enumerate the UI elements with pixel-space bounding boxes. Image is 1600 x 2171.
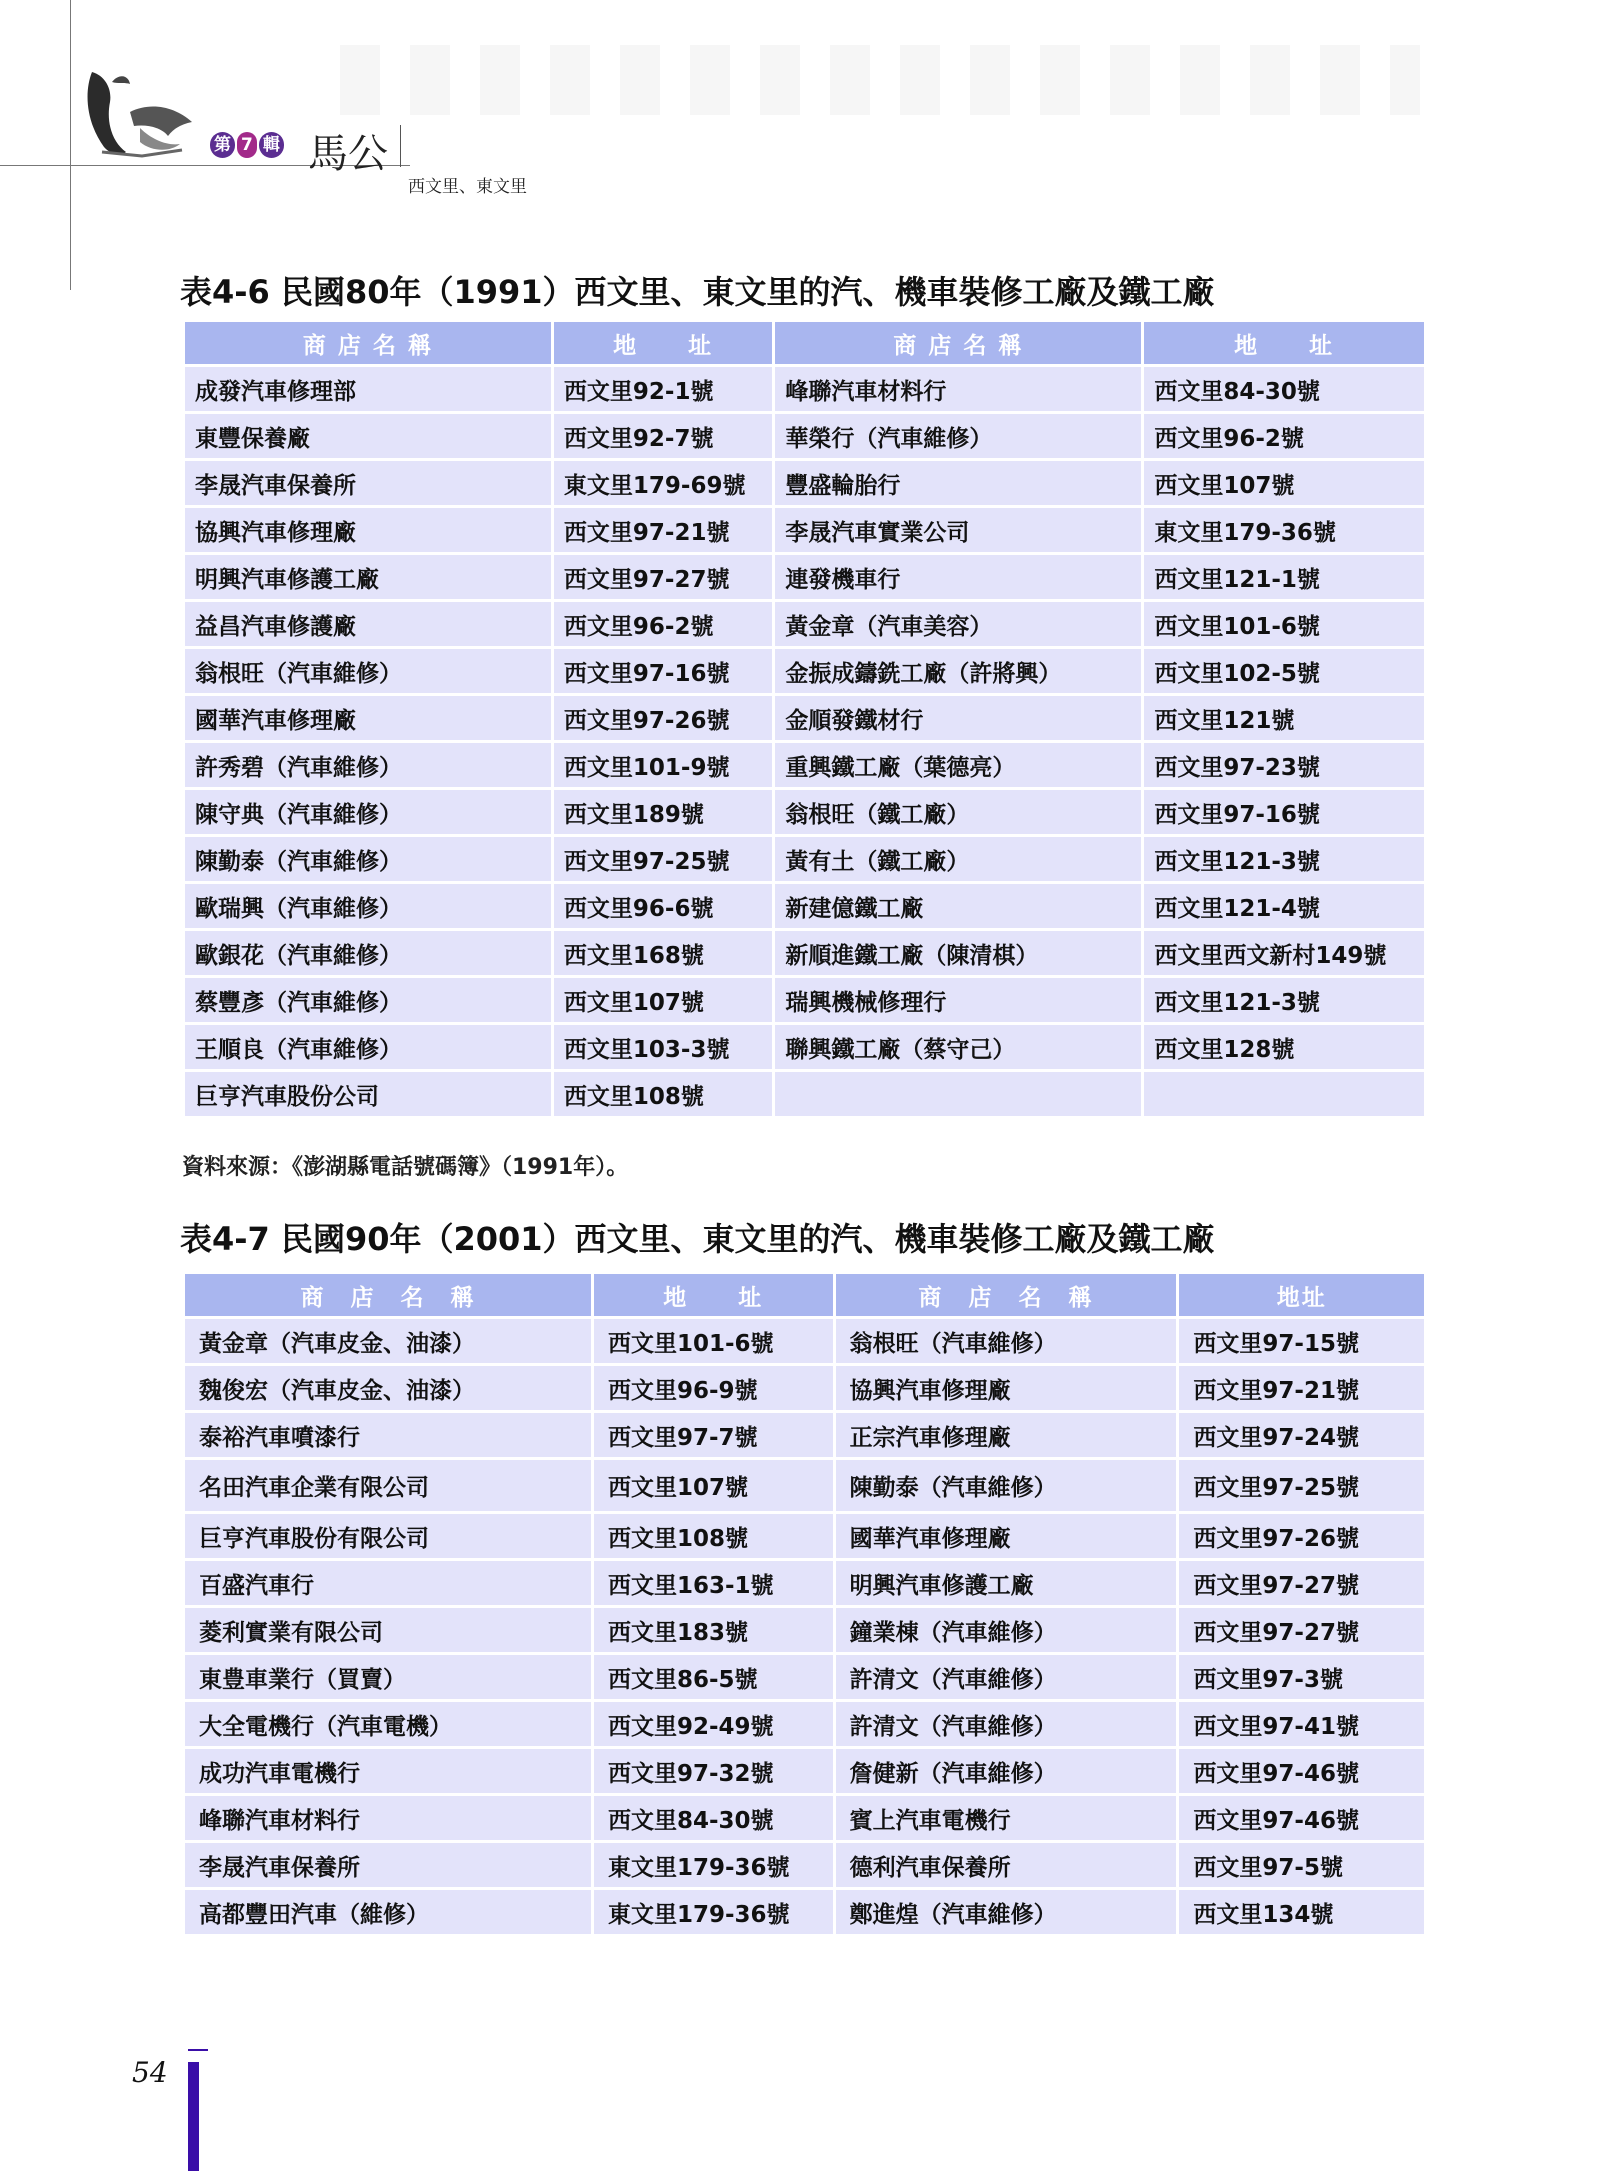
- table-row: [185, 790, 1424, 834]
- table1-source-note: 資料來源：《澎湖縣電話號碼簿》（1991年）。: [182, 1155, 629, 1180]
- dolphin-logo-icon: [82, 62, 202, 160]
- shop-name-cell: 巨亨汽車股份有限公司: [185, 1514, 591, 1558]
- table-row: [185, 931, 1424, 975]
- table-row: [185, 1890, 1424, 1934]
- shop-name-cell: 陳勤泰（汽車維修）: [185, 837, 551, 881]
- address-cell: 西文里102-5號: [1144, 649, 1424, 693]
- shop-name-cell: 詹健新（汽車維修）: [836, 1749, 1177, 1793]
- table1-caption: 表4-6 民國80年（1991）西文里、東文里的汽、機車裝修工廠及鐵工廠: [180, 273, 1215, 311]
- shop-name-cell: 蔡豐彥（汽車維修）: [185, 978, 551, 1022]
- shop-name-cell: [775, 1072, 1141, 1116]
- address-cell: 西文里101-6號: [1144, 602, 1424, 646]
- address-cell: 西文里97-24號: [1179, 1413, 1424, 1457]
- shop-name-cell: 許秀碧（汽車維修）: [185, 743, 551, 787]
- address-cell: 西文里121-3號: [1144, 837, 1424, 881]
- shop-name-cell: 國華汽車修理廠: [836, 1514, 1177, 1558]
- table-row: [185, 1366, 1424, 1410]
- address-cell: 西文里97-27號: [554, 555, 773, 599]
- shop-name-cell: 翁根旺（汽車維修）: [185, 649, 551, 693]
- table1: [182, 319, 1427, 1119]
- table-row: [185, 1561, 1424, 1605]
- address-cell: 西文里西文新村149號: [1144, 931, 1424, 975]
- address-cell: 西文里97-27號: [1179, 1561, 1424, 1605]
- table-row: [185, 743, 1424, 787]
- page-bar-tick: [188, 2049, 208, 2051]
- address-cell: 西文里168號: [554, 931, 773, 975]
- address-cell: 西文里97-21號: [1179, 1366, 1424, 1410]
- shop-name-cell: 鐘業棟（汽車維修）: [836, 1608, 1177, 1652]
- chapter-number: 7: [237, 132, 257, 158]
- shop-name-cell: 許清文（汽車維修）: [836, 1702, 1177, 1746]
- address-cell: 西文里108號: [594, 1514, 833, 1558]
- shop-name-cell: 鄭進煌（汽車維修）: [836, 1890, 1177, 1934]
- table-row: [185, 649, 1424, 693]
- shop-name-cell: 明興汽車修護工廠: [185, 555, 551, 599]
- table2-caption: 表4-7 民國90年（2001）西文里、東文里的汽、機車裝修工廠及鐵工廠: [180, 1220, 1215, 1258]
- table-row: [185, 978, 1424, 1022]
- table-row: [185, 1655, 1424, 1699]
- table-row: [185, 1319, 1424, 1363]
- shop-name-cell: 高都豐田汽車（維修）: [185, 1890, 591, 1934]
- address-cell: 西文里97-41號: [1179, 1702, 1424, 1746]
- address-cell: 西文里121-3號: [1144, 978, 1424, 1022]
- shop-name-cell: 黃有土（鐵工廠）: [775, 837, 1141, 881]
- column-header: 商 店 名 稱: [185, 1274, 591, 1316]
- shop-name-cell: 李晟汽車實業公司: [775, 508, 1141, 552]
- table-row: [185, 1460, 1424, 1511]
- address-cell: 西文里107號: [594, 1460, 833, 1511]
- shop-name-cell: 金振成鑄銑工廠（許將興）: [775, 649, 1141, 693]
- table-row: [185, 837, 1424, 881]
- address-cell: 西文里107號: [1144, 461, 1424, 505]
- table-row: [185, 1749, 1424, 1793]
- address-cell: 西文里97-16號: [1144, 790, 1424, 834]
- section-subtitle: 西文里、東文里: [408, 177, 527, 197]
- shop-name-cell: 黃金章（汽車皮金、油漆）: [185, 1319, 591, 1363]
- shop-name-cell: 金順發鐵材行: [775, 696, 1141, 740]
- shop-name-cell: 明興汽車修護工廠: [836, 1561, 1177, 1605]
- table-row: [185, 508, 1424, 552]
- header-background-text: [340, 45, 1420, 115]
- shop-name-cell: 華榮行（汽車維修）: [775, 414, 1141, 458]
- shop-name-cell: 陳勤泰（汽車維修）: [836, 1460, 1177, 1511]
- chapter-title: 馬公: [308, 131, 388, 177]
- address-cell: 西文里97-25號: [554, 837, 773, 881]
- address-cell: 西文里97-26號: [1179, 1514, 1424, 1558]
- page-number: 54: [132, 2056, 168, 2089]
- address-cell: 西文里84-30號: [594, 1796, 833, 1840]
- address-cell: 西文里163-1號: [594, 1561, 833, 1605]
- shop-name-cell: 翁根旺（汽車維修）: [836, 1319, 1177, 1363]
- shop-name-cell: 王順良（汽車維修）: [185, 1025, 551, 1069]
- table-row: [185, 1413, 1424, 1457]
- address-cell: 東文里179-69號: [554, 461, 773, 505]
- address-cell: 西文里107號: [554, 978, 773, 1022]
- address-cell: 西文里97-26號: [554, 696, 773, 740]
- address-cell: 西文里97-25號: [1179, 1460, 1424, 1511]
- shop-name-cell: 巨亨汽車股份公司: [185, 1072, 551, 1116]
- shop-name-cell: 連發機車行: [775, 555, 1141, 599]
- table2-header-row: [185, 1274, 1424, 1316]
- shop-name-cell: 翁根旺（鐵工廠）: [775, 790, 1141, 834]
- address-cell: 西文里96-2號: [554, 602, 773, 646]
- shop-name-cell: 魏俊宏（汽車皮金、油漆）: [185, 1366, 591, 1410]
- address-cell: 西文里86-5號: [594, 1655, 833, 1699]
- column-header: 地 址: [594, 1274, 833, 1316]
- shop-name-cell: 李晟汽車保養所: [185, 461, 551, 505]
- address-cell: 西文里96-6號: [554, 884, 773, 928]
- address-cell: 西文里97-21號: [554, 508, 773, 552]
- shop-name-cell: 歐瑞興（汽車維修）: [185, 884, 551, 928]
- address-cell: 西文里97-7號: [594, 1413, 833, 1457]
- shop-name-cell: 德利汽車保養所: [836, 1843, 1177, 1887]
- table-row: [185, 1843, 1424, 1887]
- address-cell: 西文里96-2號: [1144, 414, 1424, 458]
- shop-name-cell: 成功汽車電機行: [185, 1749, 591, 1793]
- shop-name-cell: 豐盛輪胎行: [775, 461, 1141, 505]
- address-cell: 西文里96-9號: [594, 1366, 833, 1410]
- table-row: [185, 414, 1424, 458]
- shop-name-cell: 黃金章（汽車美容）: [775, 602, 1141, 646]
- table-row: [185, 1796, 1424, 1840]
- shop-name-cell: 許清文（汽車維修）: [836, 1655, 1177, 1699]
- address-cell: 西文里101-6號: [594, 1319, 833, 1363]
- shop-name-cell: 瑞興機械修理行: [775, 978, 1141, 1022]
- address-cell: 西文里121號: [1144, 696, 1424, 740]
- table-row: [185, 1025, 1424, 1069]
- table-row: [185, 884, 1424, 928]
- address-cell: 東文里179-36號: [594, 1843, 833, 1887]
- column-header: 地 址: [554, 322, 773, 364]
- address-cell: 西文里97-15號: [1179, 1319, 1424, 1363]
- table-row: [185, 1072, 1424, 1116]
- address-cell: 西文里92-7號: [554, 414, 773, 458]
- address-cell: 西文里97-46號: [1179, 1749, 1424, 1793]
- column-header: 地址: [1179, 1274, 1424, 1316]
- shop-name-cell: 協興汽車修理廠: [185, 508, 551, 552]
- column-header: 商 店 名 稱: [185, 322, 551, 364]
- shop-name-cell: 新建億鐵工廠: [775, 884, 1141, 928]
- shop-name-cell: 聯興鐵工廠（蔡守己）: [775, 1025, 1141, 1069]
- shop-name-cell: 協興汽車修理廠: [836, 1366, 1177, 1410]
- shop-name-cell: 峰聯汽車材料行: [185, 1796, 591, 1840]
- shop-name-cell: 菱利實業有限公司: [185, 1608, 591, 1652]
- table-row: [185, 1514, 1424, 1558]
- shop-name-cell: 成發汽車修理部: [185, 367, 551, 411]
- shop-name-cell: 李晟汽車保養所: [185, 1843, 591, 1887]
- margin-rule-vertical: [70, 0, 71, 290]
- address-cell: 西文里183號: [594, 1608, 833, 1652]
- chapter-label-prefix: 第: [210, 132, 235, 158]
- title-divider: [400, 125, 401, 167]
- address-cell: 西文里121-1號: [1144, 555, 1424, 599]
- address-cell: 西文里134號: [1179, 1890, 1424, 1934]
- table-row: [185, 461, 1424, 505]
- shop-name-cell: 益昌汽車修護廠: [185, 602, 551, 646]
- address-cell: 西文里97-23號: [1144, 743, 1424, 787]
- shop-name-cell: 正宗汽車修理廠: [836, 1413, 1177, 1457]
- address-cell: 西文里97-46號: [1179, 1796, 1424, 1840]
- address-cell: 西文里121-4號: [1144, 884, 1424, 928]
- address-cell: 西文里103-3號: [554, 1025, 773, 1069]
- address-cell: 西文里84-30號: [1144, 367, 1424, 411]
- address-cell: 西文里189號: [554, 790, 773, 834]
- address-cell: 西文里108號: [554, 1072, 773, 1116]
- shop-name-cell: 賓上汽車電機行: [836, 1796, 1177, 1840]
- address-cell: 西文里128號: [1144, 1025, 1424, 1069]
- shop-name-cell: 陳守典（汽車維修）: [185, 790, 551, 834]
- column-header: 商 店 名 稱: [775, 322, 1141, 364]
- page-edge-bar: [188, 2062, 199, 2171]
- chapter-label-suffix: 輯: [259, 132, 284, 158]
- address-cell: 東文里179-36號: [594, 1890, 833, 1934]
- address-cell: 西文里97-32號: [594, 1749, 833, 1793]
- table-row: [185, 602, 1424, 646]
- table-row: [185, 696, 1424, 740]
- table-row: [185, 555, 1424, 599]
- shop-name-cell: 大全電機行（汽車電機）: [185, 1702, 591, 1746]
- chapter-badge: [210, 132, 284, 158]
- address-cell: 東文里179-36號: [1144, 508, 1424, 552]
- shop-name-cell: 泰裕汽車噴漆行: [185, 1413, 591, 1457]
- address-cell: 西文里97-5號: [1179, 1843, 1424, 1887]
- address-cell: 西文里97-27號: [1179, 1608, 1424, 1652]
- shop-name-cell: 東豐保養廠: [185, 414, 551, 458]
- address-cell: [1144, 1072, 1424, 1116]
- address-cell: 西文里92-1號: [554, 367, 773, 411]
- column-header: 商 店 名 稱: [836, 1274, 1177, 1316]
- shop-name-cell: 名田汽車企業有限公司: [185, 1460, 591, 1511]
- table-row: [185, 1608, 1424, 1652]
- column-header: 地 址: [1144, 322, 1424, 364]
- shop-name-cell: 百盛汽車行: [185, 1561, 591, 1605]
- address-cell: 西文里97-16號: [554, 649, 773, 693]
- table1-header-row: [185, 322, 1424, 364]
- address-cell: 西文里101-9號: [554, 743, 773, 787]
- address-cell: 西文里92-49號: [594, 1702, 833, 1746]
- table2: [182, 1271, 1427, 1937]
- shop-name-cell: 新順進鐵工廠（陳清棋）: [775, 931, 1141, 975]
- address-cell: 西文里97-3號: [1179, 1655, 1424, 1699]
- table-row: [185, 367, 1424, 411]
- shop-name-cell: 歐銀花（汽車維修）: [185, 931, 551, 975]
- shop-name-cell: 國華汽車修理廠: [185, 696, 551, 740]
- shop-name-cell: 重興鐵工廠（葉德亮）: [775, 743, 1141, 787]
- shop-name-cell: 東豊車業行（買賣）: [185, 1655, 591, 1699]
- shop-name-cell: 峰聯汽車材料行: [775, 367, 1141, 411]
- table-row: [185, 1702, 1424, 1746]
